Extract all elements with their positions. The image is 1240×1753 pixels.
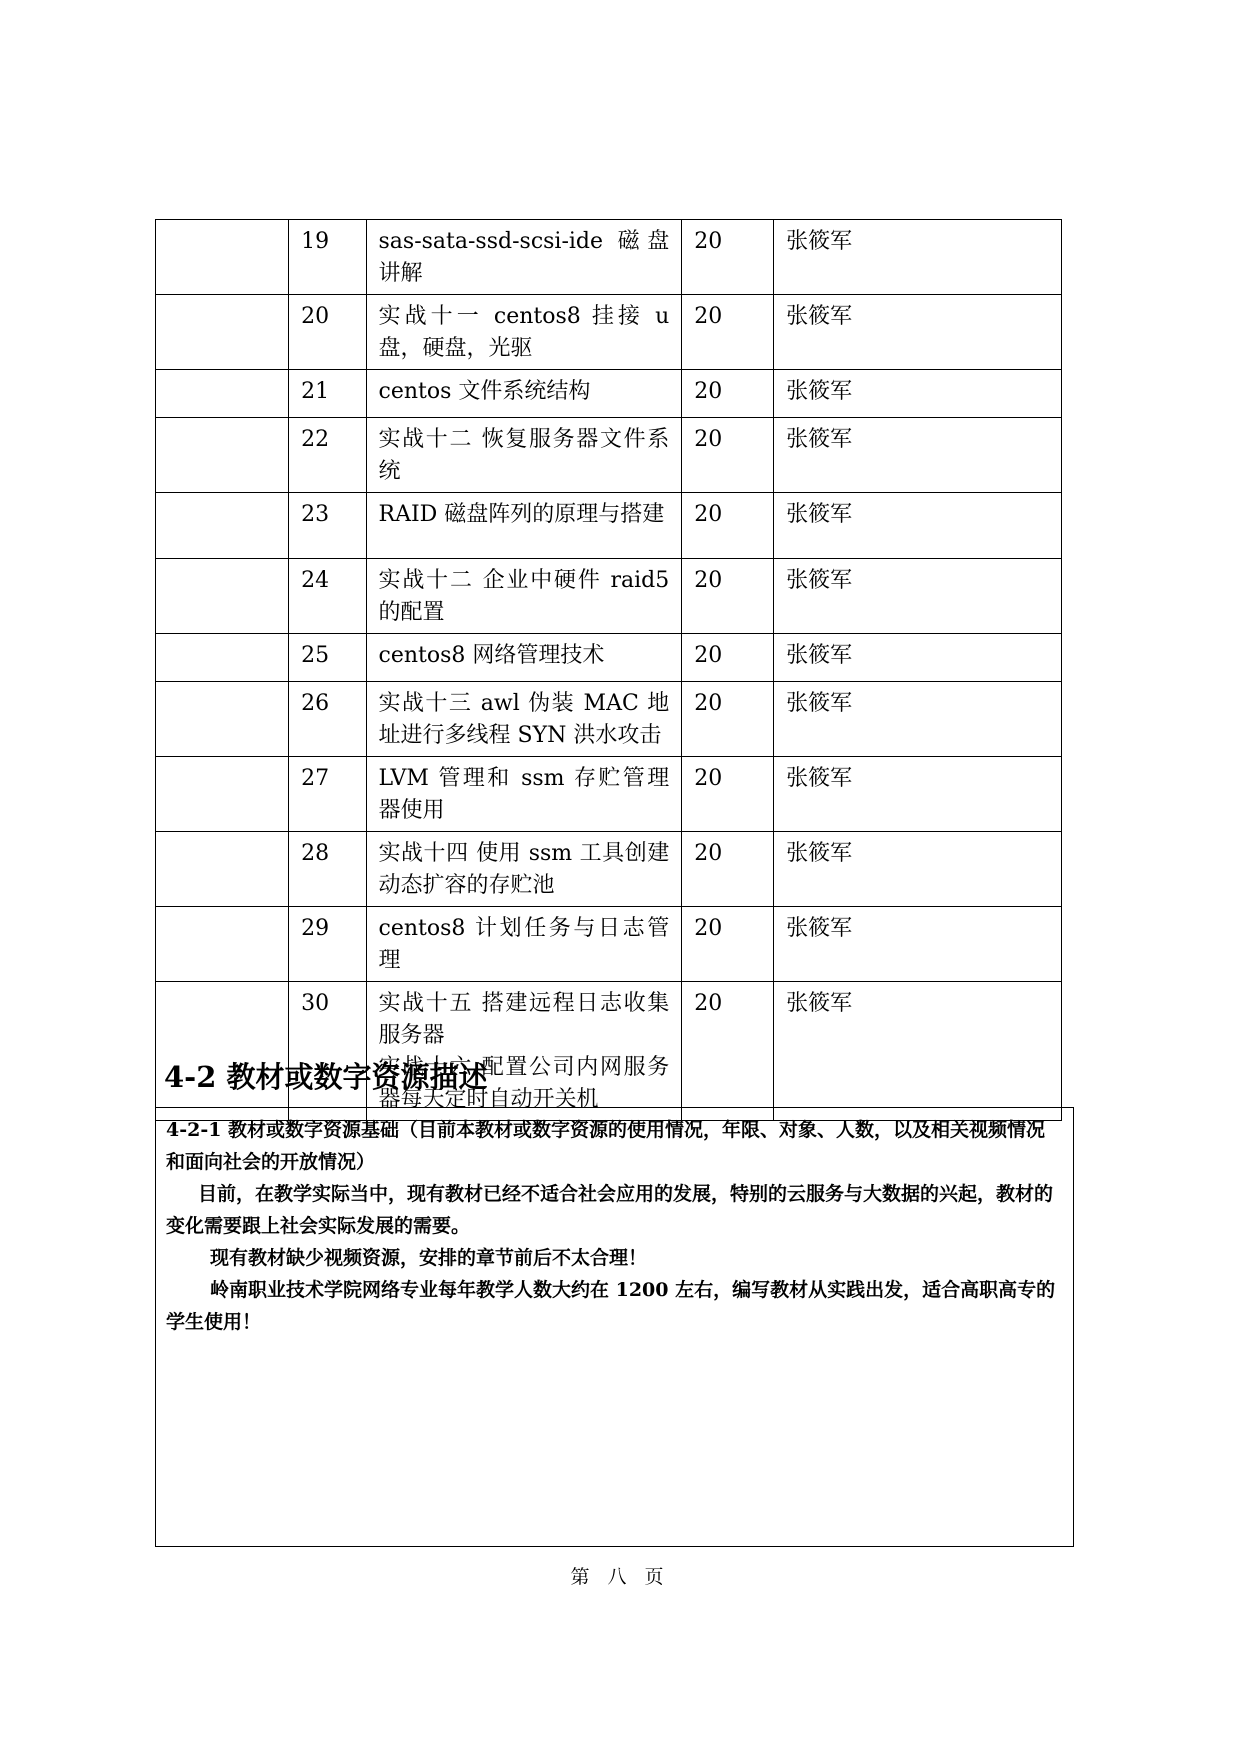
table-row: [156, 757, 1062, 832]
lesson-number-cell: 19: [289, 220, 366, 295]
hours-cell: 20: [682, 907, 774, 982]
teacher-cell: 张筱军: [774, 559, 1062, 634]
lesson-topic-cell: [366, 370, 682, 418]
section-title: 4-2 教材或数字资源描述: [164, 1060, 488, 1094]
table-row: [156, 634, 1062, 682]
blank-cell: [156, 682, 289, 757]
blank-cell: [156, 757, 289, 832]
hours-cell: 20: [682, 982, 774, 1121]
lesson-topic-line: RAID 磁盘阵列的原理与搭建: [378, 502, 665, 527]
lesson-topic-line: 实战十六 配置公司内网服务器每天定时自动开关机: [378, 1055, 670, 1112]
lesson-number-cell: 28: [289, 832, 366, 907]
hours-cell: 20: [682, 493, 774, 559]
table-row: [156, 370, 1062, 418]
table-row: [156, 559, 1062, 634]
lesson-number-cell: 20: [289, 295, 366, 370]
course-table-body: [156, 220, 1062, 1121]
blank-cell: [156, 982, 289, 1121]
lesson-topic-cell: [366, 907, 682, 982]
lesson-topic-cell: [366, 982, 682, 1121]
blank-cell: [156, 634, 289, 682]
hours-cell: 20: [682, 634, 774, 682]
lesson-number-cell: 30: [289, 982, 366, 1121]
teacher-cell: 张筱军: [774, 757, 1062, 832]
lesson-topic-line: LVM 管理和 ssm 存贮管理器使用: [378, 766, 670, 823]
hours-cell: 20: [682, 682, 774, 757]
lesson-topic-cell: [366, 220, 682, 295]
lesson-number-cell: 29: [289, 907, 366, 982]
table-row: [156, 493, 1062, 559]
teacher-cell: 张筱军: [774, 682, 1062, 757]
hours-cell: 20: [682, 559, 774, 634]
lesson-topic-cell: [366, 757, 682, 832]
lesson-topic-line: 实战十一 centos8 挂接 u 盘，硬盘，光驱: [378, 304, 670, 361]
table-row: [156, 220, 1062, 295]
lesson-topic-line: centos8 计划任务与日志管理: [378, 916, 670, 973]
course-schedule-table: [155, 219, 1062, 1121]
lesson-topic-line: centos 文件系统结构: [378, 379, 591, 404]
lesson-number-cell: 25: [289, 634, 366, 682]
table-row: [156, 682, 1062, 757]
hours-cell: 20: [682, 295, 774, 370]
table-row: [156, 982, 1062, 1121]
teacher-cell: 张筱军: [774, 418, 1062, 493]
table-row: [156, 907, 1062, 982]
teacher-cell: 张筱军: [774, 370, 1062, 418]
lesson-number-cell: 23: [289, 493, 366, 559]
description-heading: 4-2-1 教材或数字资源基础（目前本教材或数字资源的使用情况，年限、对象、人数，以及相关视频情况和面向社会的开放情况）: [166, 1119, 1046, 1173]
description-paragraph: 现有教材缺少视频资源，安排的章节前后不太合理！: [210, 1247, 648, 1269]
lesson-topic-cell: [366, 295, 682, 370]
teacher-cell: 张筱军: [774, 493, 1062, 559]
lesson-topic-line: 实战十四 使用 ssm 工具创建动态扩容的存贮池: [378, 841, 670, 898]
table-row: [156, 418, 1062, 493]
blank-cell: [156, 418, 289, 493]
hours-cell: 20: [682, 757, 774, 832]
blank-cell: [156, 493, 289, 559]
blank-cell: [156, 295, 289, 370]
lesson-topic-cell: [366, 832, 682, 907]
hours-cell: 20: [682, 832, 774, 907]
lesson-number-cell: 21: [289, 370, 366, 418]
lesson-topic-line: centos8 网络管理技术: [378, 643, 605, 668]
lesson-topic-cell: [366, 682, 682, 757]
blank-cell: [156, 907, 289, 982]
teacher-cell: 张筱军: [774, 907, 1062, 982]
lesson-topic-line: 实战十二 企业中硬件 raid5 的配置: [378, 568, 670, 625]
lesson-number-cell: 24: [289, 559, 366, 634]
lesson-topic-line: 实战十二 恢复服务器文件系统: [378, 427, 670, 484]
blank-cell: [156, 220, 289, 295]
hours-cell: 20: [682, 418, 774, 493]
table-row: [156, 295, 1062, 370]
lesson-number-cell: 22: [289, 418, 366, 493]
table-row: [156, 832, 1062, 907]
lesson-topic-cell: [366, 634, 682, 682]
description-paragraph: 岭南职业技术学院网络专业每年教学人数大约在 1200 左右，编写教材从实践出发，适合高职高专的学生使用！: [166, 1279, 1056, 1333]
blank-cell: [156, 832, 289, 907]
teacher-cell: 张筱军: [774, 634, 1062, 682]
teacher-cell: 张筱军: [774, 982, 1062, 1121]
lesson-topic-line: sas-sata-ssd-scsi-ide 磁盘讲解: [378, 229, 670, 286]
teacher-cell: 张筱军: [774, 295, 1062, 370]
page-number: 第 八 页: [570, 1566, 670, 1588]
lesson-topic-line: 实战十三 awl 伪装 MAC 地址进行多线程 SYN 洪水攻击: [378, 691, 670, 748]
lesson-topic-line: 实战十五 搭建远程日志收集服务器: [378, 991, 670, 1048]
lesson-topic-cell: [366, 559, 682, 634]
lesson-number-cell: 27: [289, 757, 366, 832]
teacher-cell: 张筱军: [774, 220, 1062, 295]
teacher-cell: 张筱军: [774, 832, 1062, 907]
description-paragraph: 目前，在教学实际当中，现有教材已经不适合社会应用的发展，特别的云服务与大数据的兴起，教材的变化需要跟上社会实际发展的需要。: [166, 1183, 1054, 1237]
blank-cell: [156, 370, 289, 418]
hours-cell: 20: [682, 220, 774, 295]
lesson-topic-cell: [366, 418, 682, 493]
lesson-number-cell: 26: [289, 682, 366, 757]
resource-description-box: [155, 1107, 1074, 1547]
blank-cell: [156, 559, 289, 634]
hours-cell: 20: [682, 370, 774, 418]
lesson-topic-cell: [366, 493, 682, 559]
